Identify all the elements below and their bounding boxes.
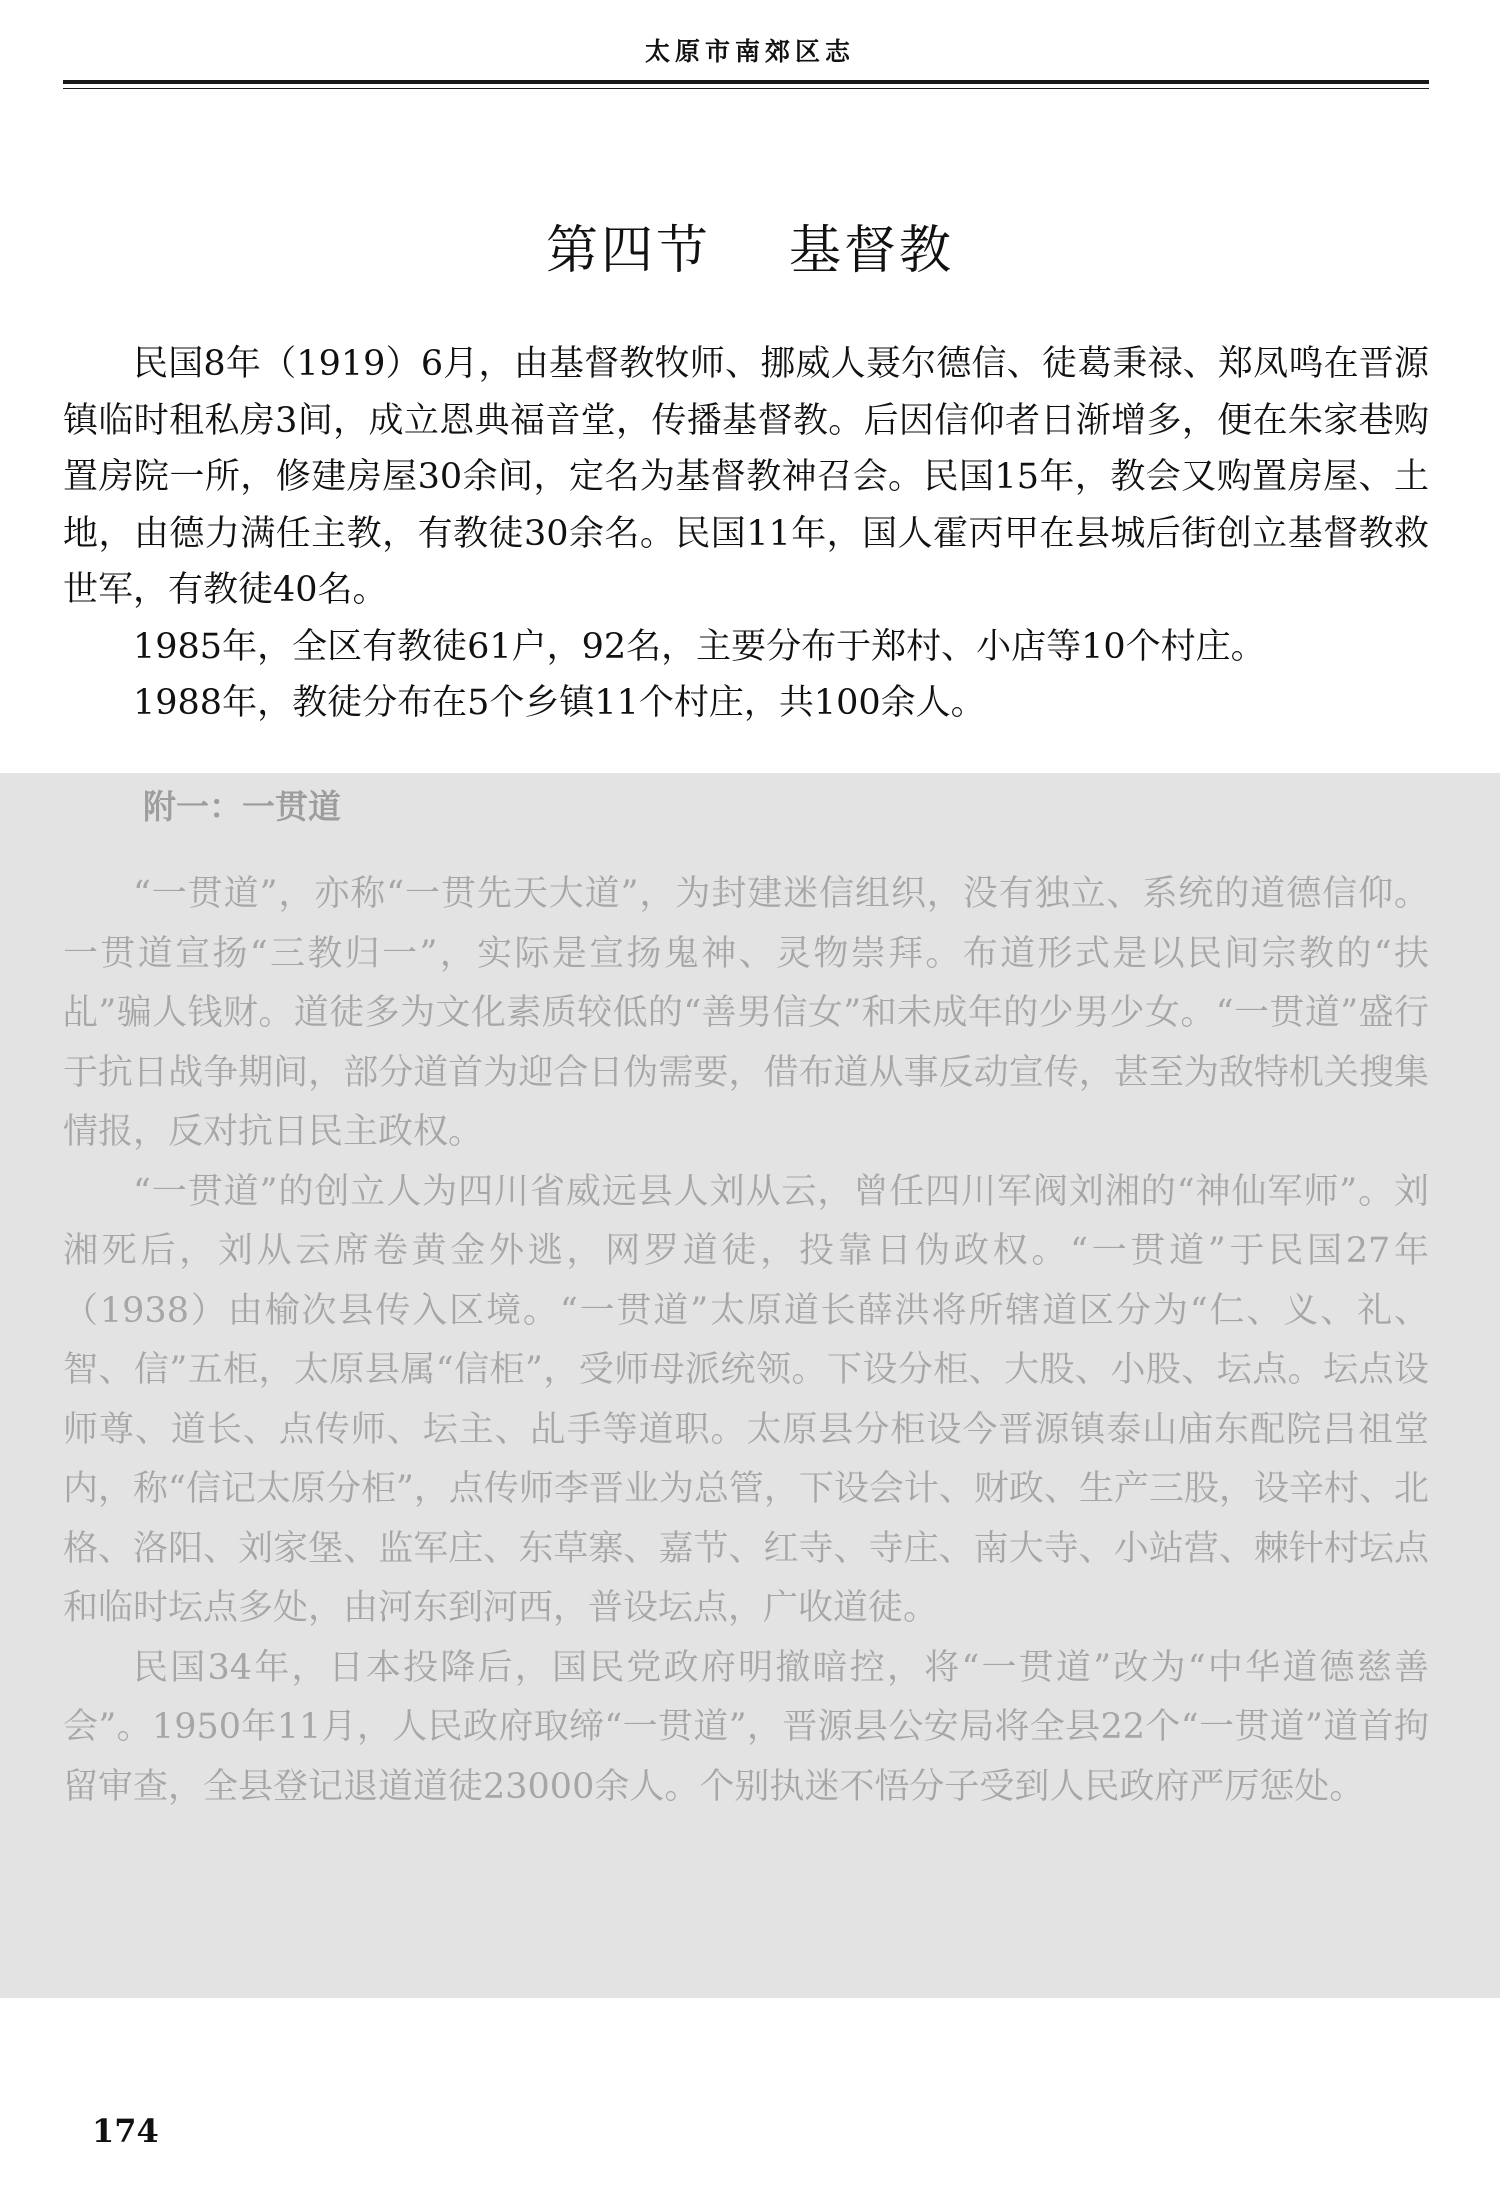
- appendix-heading: 附一：一贯道: [143, 787, 341, 826]
- appendix-block: [0, 773, 1500, 1998]
- main-body: [63, 336, 1429, 732]
- main-paragraph: 1988年，教徒分布在5个乡镇11个村庄，共100余人。: [133, 683, 986, 723]
- page-number: 174: [92, 2112, 159, 2150]
- main-paragraph: 1985年，全区有教徒61户，92名，主要分布于郑村、小店等10个村庄。: [133, 626, 1266, 667]
- main-paragraph: 民国8年（1919）6月，由基督教牧师、挪威人聂尔德信、徒葛秉禄、郑凤鸣在晋源镇临时租私房3间，成立恩典福音堂，传播基督教。后因信仰者日渐增多，便在朱家巷购置房院一所，修建房屋30余间，定名为基督教神召会。民国15年，教会又购置房屋、土地，由德力满任主教，有教徒30余名。民国11年，国人霍丙甲在县城后街创立基督教救世军，有教徒40名。: [63, 344, 1429, 610]
- section-title: 第四节 基督教: [545, 221, 955, 281]
- running-header: 太原市南郊区志: [644, 37, 855, 66]
- appendix-paragraph: 民国34年，日本投降后，国民党政府明撤暗控，将“一贯道”改为“中华道德慈善会”。1950年11月，人民政府取缔“一贯道”，晋源县公安局将全县22个“一贯道”道首拘留审查，全县登记退道道徒23000余人。个别执迷不悟分子受到人民政府严厉惩处。: [63, 1647, 1429, 1807]
- appendix-paragraph: “一贯道”，亦称“一贯先天大道”，为封建迷信组织，没有独立、系统的道德信仰。一贯道宣扬“三教归一”，实际是宣扬鬼神、灵物崇拜。布道形式是以民间宗教的“扶乩”骗人钱财。道徒多为文化素质较低的“善男信女”和未成年的少男少女。“一贯道”盛行于抗日战争期间，部分道首为迎合日伪需要，借布道从事反动宣传，甚至为敌特机关搜集情报，反对抗日民主政权。: [63, 874, 1429, 1152]
- appendix-body: [63, 865, 1429, 1817]
- header-rule-thin: [63, 88, 1429, 89]
- appendix-paragraph: “一贯道”的创立人为四川省威远县人刘从云，曾任四川军阀刘湘的“神仙军师”。刘湘死后，刘从云席卷黄金外逃，网罗道徒，投靠日伪政权。“一贯道”于民国27年（1938）由榆次县传入区境。“一贯道”太原道长薛洪将所辖道区分为“仁、义、礼、智、信”五柜，太原县属“信柜”，受师母派统领。下设分柜、大股、小股、坛点。坛点设师尊、道长、点传师、坛主、乩手等道职。太原县分柜设今晋源镇泰山庙东配院吕祖堂内，称“信记太原分柜”，点传师李晋业为总管，下设会计、财政、生产三股，设辛村、北格、洛阳、刘家堡、监军庄、东草寨、嘉节、红寺、寺庄、南大寺、小站营、棘针村坛点和临时坛点多处，由河东到河西，普设坛点，广收道徒。: [63, 1171, 1429, 1628]
- header-rule-thick: [63, 80, 1429, 84]
